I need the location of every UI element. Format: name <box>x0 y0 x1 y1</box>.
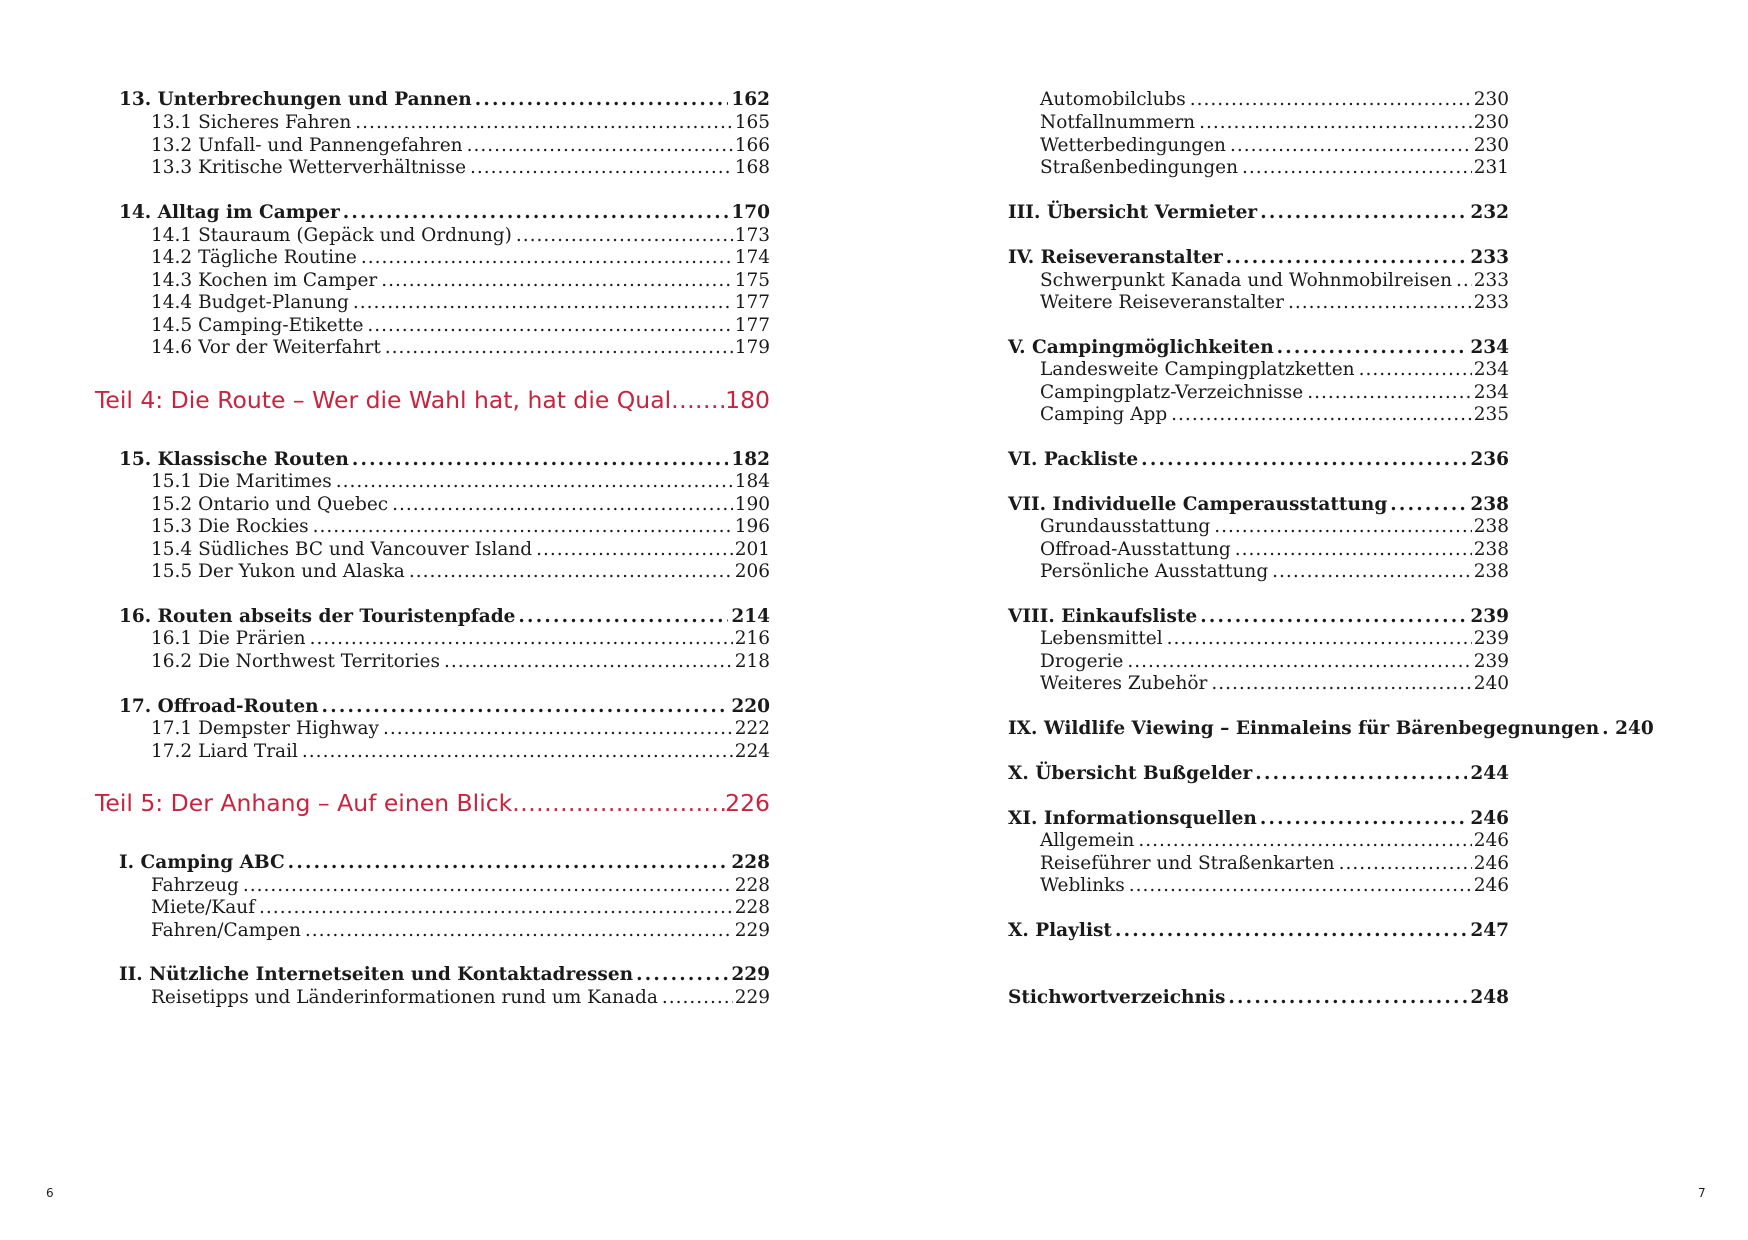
dot-leader <box>352 451 729 470</box>
toc-chapter-entry <box>1008 922 1509 941</box>
toc-chapter-entry <box>119 966 770 985</box>
toc-entry-label: 15.1 Die Maritimes <box>151 471 332 492</box>
toc-subentry <box>119 630 770 649</box>
toc-subentry <box>1008 630 1509 649</box>
toc-page-number: 180 <box>725 386 770 414</box>
toc-page-number: 174 <box>734 247 770 268</box>
toc-subentry <box>1008 563 1509 582</box>
toc-entry-label: Reiseführer und Straßenkarten <box>1040 853 1335 874</box>
dot-leader <box>1138 832 1471 851</box>
toc-page-number: 238 <box>1473 561 1509 582</box>
toc-chapter-entry <box>119 451 770 470</box>
dot-leader <box>1211 675 1471 694</box>
toc-subentry <box>119 563 770 582</box>
toc-entry-label: I. Camping ABC <box>119 852 285 873</box>
dot-leader <box>1129 877 1472 896</box>
toc-page-number: 216 <box>734 628 770 649</box>
toc-subentry <box>119 473 770 492</box>
toc-page-number: 214 <box>731 606 770 627</box>
dot-leader <box>518 608 728 627</box>
toc-entry-label: 17.2 Liard Trail <box>151 741 298 762</box>
toc-chapter-entry <box>1008 496 1509 515</box>
toc-entry-label: Fahren/Campen <box>151 920 301 941</box>
toc-entry-label: Drogerie <box>1040 651 1124 672</box>
dot-leader <box>1359 361 1472 380</box>
toc-subentry <box>1008 159 1509 178</box>
toc-entry-label: 14. Alltag im Camper <box>119 202 340 223</box>
dot-leader <box>1277 339 1468 358</box>
toc-subentry <box>119 922 770 941</box>
dot-leader <box>259 899 733 918</box>
toc-chapter-entry <box>119 204 770 223</box>
toc-entry-label: XI. Informationsquellen <box>1008 808 1257 829</box>
toc-page-number: 230 <box>1473 112 1509 133</box>
toc-page-number: 233 <box>1470 247 1509 268</box>
toc-subentry <box>1008 832 1509 851</box>
toc-page-number: 175 <box>734 270 770 291</box>
dot-leader <box>313 518 733 537</box>
toc-entry-label: Stichwortverzeichnis <box>1008 987 1226 1008</box>
dot-leader <box>310 630 733 649</box>
dot-leader <box>1190 91 1472 110</box>
toc-page-number: 162 <box>731 89 770 110</box>
toc-page-number: 246 <box>1473 853 1509 874</box>
toc-entry-label: Miete/Kauf <box>151 897 256 918</box>
toc-entry-label: Automobilclubs <box>1040 89 1186 110</box>
toc-entry-label: 14.2 Tägliche Routine <box>151 247 357 268</box>
dot-leader <box>516 227 733 246</box>
toc-page-number: 230 <box>1473 135 1509 156</box>
toc-entry-label: 14.5 Camping-Etikette <box>151 315 364 336</box>
toc-entry-label: 14.3 Kochen im Camper <box>151 270 378 291</box>
toc-subentry <box>1008 384 1509 403</box>
toc-subentry <box>119 159 770 178</box>
toc-chapter-entry <box>1008 989 1509 1008</box>
dot-leader <box>470 159 733 178</box>
toc-chapter-entry <box>1008 204 1509 223</box>
dot-leader <box>1255 765 1467 784</box>
toc-page-number: 184 <box>734 471 770 492</box>
toc-page-number: 173 <box>734 225 770 246</box>
toc-chapter-entry <box>119 854 770 873</box>
toc-page-number: 182 <box>731 449 770 470</box>
toc-page-number: 235 <box>1473 404 1509 425</box>
toc-entry-label: Landesweite Campingplatzketten <box>1040 359 1355 380</box>
toc-page-number: 238 <box>1470 494 1509 515</box>
toc-entry-label: 17. Offroad-Routen <box>119 696 319 717</box>
toc-page-number: 234 <box>1473 382 1509 403</box>
toc-page-number: 229 <box>734 920 770 941</box>
dot-leader <box>1242 159 1472 178</box>
dot-leader <box>361 249 733 268</box>
dot-leader <box>1390 496 1467 515</box>
toc-subentry <box>119 518 770 537</box>
dot-leader <box>671 389 725 413</box>
toc-chapter-entry <box>119 91 770 110</box>
toc-subentry <box>119 989 770 1008</box>
toc-subentry <box>119 317 770 336</box>
toc-subentry <box>119 877 770 896</box>
toc-entry-label: Wetterbedingungen <box>1040 135 1226 156</box>
right-page <box>874 0 1748 1240</box>
dot-leader <box>1171 406 1472 425</box>
toc-page-number: 234 <box>1473 359 1509 380</box>
toc-chapter-entry <box>1008 765 1509 784</box>
toc-page-number: 229 <box>734 987 770 1008</box>
toc-entry-label: 15.5 Der Yukon und Alaska <box>151 561 405 582</box>
toc-entry-label: 13.1 Sicheres Fahren <box>151 112 352 133</box>
toc-page-number: 206 <box>734 561 770 582</box>
toc-entry-label: 14.4 Budget-Planung <box>151 292 349 313</box>
toc-page-number: 228 <box>734 897 770 918</box>
toc-page-number: 240 <box>1473 673 1509 694</box>
toc-entry-label: 13.3 Kritische Wetterverhältnisse <box>151 157 467 178</box>
toc-subentry <box>1008 855 1509 874</box>
toc-subentry <box>119 114 770 133</box>
toc-entry-label: III. Übersicht Vermieter <box>1008 202 1258 223</box>
dot-leader <box>1288 294 1472 313</box>
toc-entry-label: 17.1 Dempster Highway <box>151 718 379 739</box>
toc-page-number: 240 <box>1615 718 1654 739</box>
toc-chapter-entry <box>1008 810 1509 829</box>
toc-entry-label: X. Playlist <box>1008 920 1112 941</box>
dot-leader <box>305 922 733 941</box>
toc-part-heading <box>95 789 770 817</box>
dot-leader <box>1199 114 1472 133</box>
dot-leader <box>444 653 733 672</box>
toc-entry-label: 16.2 Die Northwest Territories <box>151 651 440 672</box>
toc-entry-label: Offroad-Ausstattung <box>1040 539 1231 560</box>
toc-entry-label: IV. Reiseveranstalter <box>1008 247 1223 268</box>
toc-subentry <box>1008 361 1509 380</box>
toc-chapter-entry <box>119 608 770 627</box>
toc-subentry <box>1008 114 1509 133</box>
toc-subentry <box>1008 518 1509 537</box>
dot-leader <box>353 294 733 313</box>
dot-leader <box>1228 989 1467 1008</box>
dot-leader <box>1230 137 1472 156</box>
toc-page-number: 224 <box>734 741 770 762</box>
toc-subentry <box>119 227 770 246</box>
toc-page-number: 244 <box>1470 763 1509 784</box>
dot-leader <box>662 989 733 1008</box>
toc-entry-label: Allgemein <box>1040 830 1135 851</box>
toc-page-number: 222 <box>734 718 770 739</box>
toc-subentry <box>1008 294 1509 313</box>
dot-leader <box>1127 653 1471 672</box>
dot-leader <box>636 966 728 985</box>
dot-leader <box>343 204 729 223</box>
toc-entry-label: X. Übersicht Bußgelder <box>1008 763 1253 784</box>
toc-subentry <box>119 294 770 313</box>
toc-entry-label: II. Nützliche Internetseiten und Kontaktadressen <box>119 964 634 985</box>
toc-chapter-entry <box>1008 718 1654 739</box>
toc-entry-label: Lebensmittel <box>1040 628 1163 649</box>
toc-subentry <box>119 496 770 515</box>
toc-page-number: 236 <box>1470 449 1509 470</box>
toc-entry-label: VII. Individuelle Camperausstattung <box>1008 494 1388 515</box>
toc-subentry <box>119 137 770 156</box>
dot-leader <box>392 496 733 515</box>
toc-entry-label: 15.4 Südliches BC und Vancouver Island <box>151 539 533 560</box>
dot-leader <box>385 339 733 358</box>
toc-page-number: 247 <box>1470 920 1509 941</box>
toc-page-number: 232 <box>1470 202 1509 223</box>
dot-leader <box>1235 541 1472 560</box>
toc-entry-label: Schwerpunkt Kanada und Wohnmobilreisen <box>1040 270 1453 291</box>
toc-chapter-entry <box>1008 249 1509 268</box>
toc-subentry <box>119 653 770 672</box>
toc-page-number: 220 <box>731 696 770 717</box>
toc-page-number: 231 <box>1473 157 1509 178</box>
toc-entry-label: 13. Unterbrechungen und Pannen <box>119 89 472 110</box>
toc-entry-label: 13.2 Unfall- und Pannengefahren <box>151 135 463 156</box>
toc-entry-label: 14.1 Stauraum (Gepäck und Ordnung) <box>151 225 512 246</box>
dot-leader <box>1226 249 1468 268</box>
toc-chapter-entry <box>1008 339 1509 358</box>
toc-page-number: 190 <box>734 494 770 515</box>
dot-leader <box>302 743 733 762</box>
toc-subentry <box>1008 272 1509 291</box>
dot-leader <box>381 272 732 291</box>
toc-subentry <box>1008 91 1509 110</box>
toc-page-number: 246 <box>1473 875 1509 896</box>
toc-chapter-entry <box>1008 451 1509 470</box>
dot-leader <box>1260 810 1468 829</box>
dot-leader <box>243 877 733 896</box>
dot-leader <box>1339 855 1472 874</box>
dot-leader <box>1115 922 1467 941</box>
toc-entry-label: Persönliche Ausstattung <box>1040 561 1269 582</box>
toc-part-heading <box>95 386 770 414</box>
toc-subentry <box>119 249 770 268</box>
toc-subentry <box>1008 406 1509 425</box>
toc-entry-label: Fahrzeug <box>151 875 239 896</box>
toc-entry-label: Weiteres Zubehör <box>1040 673 1208 694</box>
toc-entry-label: Camping App <box>1040 404 1168 425</box>
dot-leader <box>322 698 729 717</box>
toc-subentry <box>119 899 770 918</box>
toc-entry-label: 16. Routen abseits der Touristenpfade <box>119 606 516 627</box>
toc-page-number: 239 <box>1473 651 1509 672</box>
toc-entry-label: Weitere Reiseveranstalter <box>1040 292 1284 313</box>
toc-page-number: 201 <box>734 539 770 560</box>
dot-leader <box>288 854 729 873</box>
dot-leader <box>1214 518 1471 537</box>
toc-entry-label: Campingplatz-Verzeichnisse <box>1040 382 1304 403</box>
dot-leader <box>355 114 732 133</box>
dot-leader <box>1456 272 1472 291</box>
toc-entry-label: Teil 5: Der Anhang – Auf einen Blick <box>95 789 513 817</box>
toc-page-number: 234 <box>1470 337 1509 358</box>
toc-page-number: 177 <box>734 315 770 336</box>
toc-entry-label: Grundausstattung <box>1040 516 1211 537</box>
toc-entry-label: V. Campingmöglichkeiten <box>1008 337 1274 358</box>
toc-entry-label: IX. Wildlife Viewing – Einmaleins für Bärenbegegnungen <box>1008 718 1600 739</box>
toc-page-number: 170 <box>731 202 770 223</box>
dot-leader <box>336 473 733 492</box>
toc-page-number: 239 <box>1470 606 1509 627</box>
toc-subentry <box>1008 137 1509 156</box>
dot-leader <box>1602 720 1612 739</box>
dot-leader <box>475 91 729 110</box>
toc-subentry <box>119 743 770 762</box>
toc-page-number: 226 <box>725 789 770 817</box>
dot-leader <box>512 792 725 816</box>
toc-page-number: 246 <box>1470 808 1509 829</box>
toc-page-number: 165 <box>734 112 770 133</box>
page-number: 7 <box>1698 1186 1706 1200</box>
toc-entry-label: 14.6 Vor der Weiterfahrt <box>151 337 381 358</box>
toc-subentry <box>119 339 770 358</box>
toc-page-number: 218 <box>734 651 770 672</box>
toc-chapter-entry <box>1008 608 1509 627</box>
toc-entry-label: VIII. Einkaufsliste <box>1008 606 1198 627</box>
toc-entry-label: VI. Packliste <box>1008 449 1139 470</box>
dot-leader <box>1167 630 1472 649</box>
dot-leader <box>1272 563 1472 582</box>
dot-leader <box>1307 384 1471 403</box>
toc-chapter-entry <box>119 698 770 717</box>
toc-subentry <box>1008 675 1509 694</box>
toc-page-number: 233 <box>1473 292 1509 313</box>
toc-page-number: 196 <box>734 516 770 537</box>
toc-page-number: 238 <box>1473 516 1509 537</box>
toc-entry-label: Straßenbedingungen <box>1040 157 1239 178</box>
dot-leader <box>1141 451 1467 470</box>
toc-entry-label: Weblinks <box>1040 875 1125 896</box>
dot-leader <box>1260 204 1467 223</box>
toc-page-number: 177 <box>734 292 770 313</box>
toc-entry-label: 15.2 Ontario und Quebec <box>151 494 389 515</box>
toc-entry-label: Teil 4: Die Route – Wer die Wahl hat, hat die Qual <box>95 386 672 414</box>
toc-page-number: 179 <box>734 337 770 358</box>
toc-subentry <box>119 541 770 560</box>
toc-entry-label: Notfallnummern <box>1040 112 1196 133</box>
dot-leader <box>1200 608 1467 627</box>
dot-leader <box>383 720 733 739</box>
toc-subentry <box>1008 541 1509 560</box>
toc-entry-label: Reisetipps und Länderinformationen rund um Kanada <box>151 987 658 1008</box>
toc-subentry <box>119 720 770 739</box>
dot-leader <box>536 541 733 560</box>
toc-page-number: 228 <box>731 852 770 873</box>
toc-page-number: 229 <box>731 964 770 985</box>
toc-page-number: 246 <box>1473 830 1509 851</box>
page-number: 6 <box>46 1186 54 1200</box>
toc-page-number: 168 <box>734 157 770 178</box>
toc-entry-label: 15.3 Die Rockies <box>151 516 309 537</box>
toc-subentry <box>1008 653 1509 672</box>
toc-page-number: 228 <box>734 875 770 896</box>
toc-subentry <box>119 272 770 291</box>
toc-page-number: 230 <box>1473 89 1509 110</box>
toc-entry-label: 15. Klassische Routen <box>119 449 349 470</box>
dot-leader <box>367 317 732 336</box>
toc-page-number: 166 <box>734 135 770 156</box>
toc-subentry <box>1008 877 1509 896</box>
dot-leader <box>467 137 733 156</box>
toc-entry-label: 16.1 Die Prärien <box>151 628 306 649</box>
toc-page-number: 248 <box>1470 987 1509 1008</box>
toc-page-number: 239 <box>1473 628 1509 649</box>
dot-leader <box>409 563 733 582</box>
toc-page-number: 233 <box>1473 270 1509 291</box>
toc-page-number: 238 <box>1473 539 1509 560</box>
